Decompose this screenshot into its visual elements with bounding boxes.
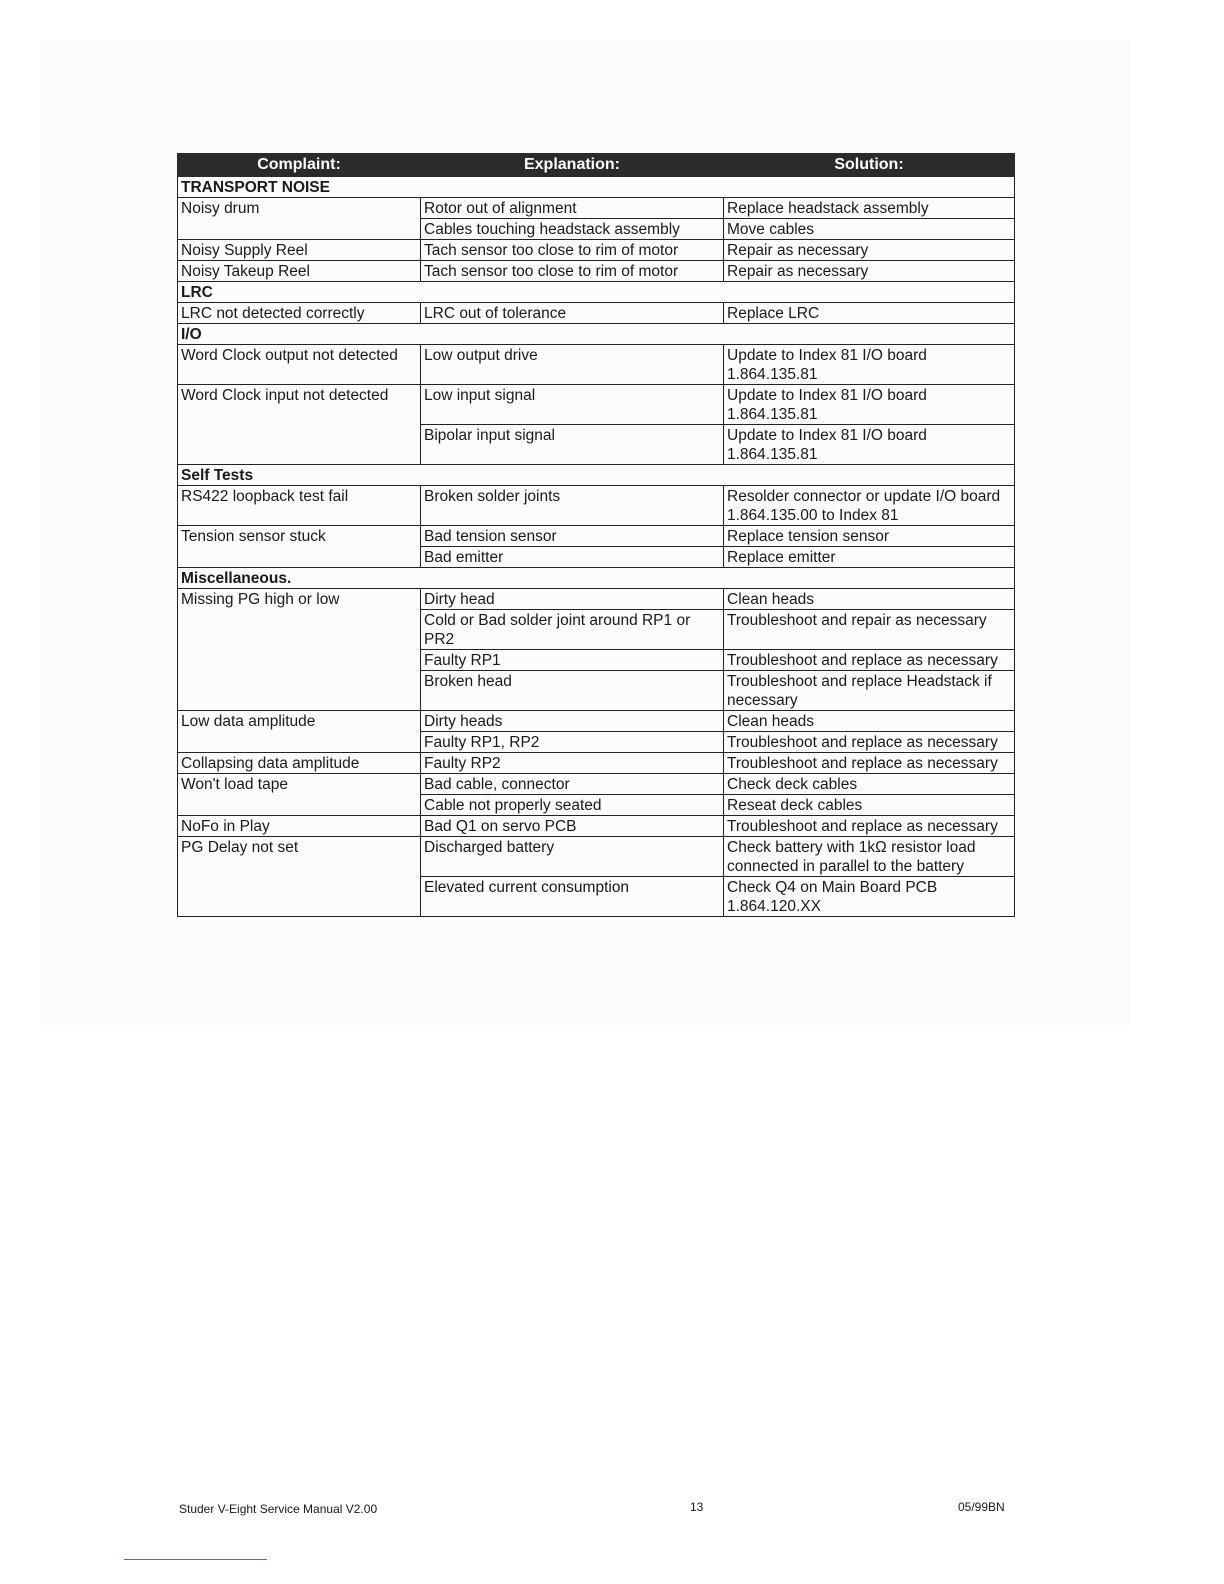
- table-row: [178, 589, 1015, 610]
- explanation-cell: Cable not properly seated: [421, 795, 724, 816]
- solution-cell: Repair as necessary: [724, 261, 1015, 282]
- solution-cell: Replace tension sensor: [724, 526, 1015, 547]
- table-row: [178, 711, 1015, 732]
- explanation-cell: Faulty RP1: [421, 650, 724, 671]
- solution-cell: Replace LRC: [724, 303, 1015, 324]
- explanation-cell: LRC out of tolerance: [421, 303, 724, 324]
- explanation-cell: Tach sensor too close to rim of motor: [421, 261, 724, 282]
- section-row: [178, 568, 1015, 589]
- complaint-cell: Word Clock output not detected: [178, 345, 421, 385]
- section-title: Miscellaneous.: [178, 568, 1015, 589]
- footer-divider: [124, 1559, 267, 1560]
- complaint-cell: RS422 loopback test fail: [178, 486, 421, 526]
- complaint-cell: Low data amplitude: [178, 711, 421, 753]
- explanation-cell: Bad emitter: [421, 547, 724, 568]
- explanation-cell: Low input signal: [421, 385, 724, 425]
- table-header-row: [178, 154, 1015, 177]
- solution-cell: Troubleshoot and replace as necessary: [724, 732, 1015, 753]
- section-title: I/O: [178, 324, 1015, 345]
- section-row: [178, 177, 1015, 198]
- header-complaint: Complaint:: [178, 154, 421, 177]
- solution-cell: Troubleshoot and replace as necessary: [724, 816, 1015, 837]
- table-row: [178, 837, 1015, 877]
- complaint-cell: Noisy Supply Reel: [178, 240, 421, 261]
- solution-cell: Update to Index 81 I/O board 1.864.135.81: [724, 385, 1015, 425]
- table-body: [178, 177, 1015, 917]
- table-row: [178, 261, 1015, 282]
- solution-cell: Troubleshoot and replace as necessary: [724, 650, 1015, 671]
- explanation-cell: Cables touching headstack assembly: [421, 219, 724, 240]
- explanation-cell: Cold or Bad solder joint around RP1 or PR2: [421, 610, 724, 650]
- solution-cell: Clean heads: [724, 589, 1015, 610]
- solution-cell: Check Q4 on Main Board PCB 1.864.120.XX: [724, 877, 1015, 917]
- solution-cell: Update to Index 81 I/O board 1.864.135.81: [724, 345, 1015, 385]
- explanation-cell: Bad Q1 on servo PCB: [421, 816, 724, 837]
- section-title: Self Tests: [178, 465, 1015, 486]
- complaint-cell: Word Clock input not detected: [178, 385, 421, 465]
- solution-cell: Reseat deck cables: [724, 795, 1015, 816]
- solution-cell: Troubleshoot and replace as necessary: [724, 753, 1015, 774]
- complaint-cell: NoFo in Play: [178, 816, 421, 837]
- table-row: [178, 240, 1015, 261]
- solution-cell: Clean heads: [724, 711, 1015, 732]
- table-row: [178, 526, 1015, 547]
- complaint-cell: Noisy Takeup Reel: [178, 261, 421, 282]
- header-solution: Solution:: [724, 154, 1015, 177]
- complaint-cell: Won't load tape: [178, 774, 421, 816]
- complaint-cell: PG Delay not set: [178, 837, 421, 917]
- section-row: [178, 282, 1015, 303]
- explanation-cell: Dirty heads: [421, 711, 724, 732]
- explanation-cell: Discharged battery: [421, 837, 724, 877]
- solution-cell: Move cables: [724, 219, 1015, 240]
- table-row: [178, 303, 1015, 324]
- section-row: [178, 465, 1015, 486]
- explanation-cell: Faulty RP1, RP2: [421, 732, 724, 753]
- complaint-cell: Tension sensor stuck: [178, 526, 421, 568]
- solution-cell: Check deck cables: [724, 774, 1015, 795]
- table-row: [178, 816, 1015, 837]
- explanation-cell: Elevated current consumption: [421, 877, 724, 917]
- table-row: [178, 753, 1015, 774]
- explanation-cell: Tach sensor too close to rim of motor: [421, 240, 724, 261]
- explanation-cell: Broken head: [421, 671, 724, 711]
- troubleshooting-table: [177, 153, 1015, 917]
- explanation-cell: Faulty RP2: [421, 753, 724, 774]
- solution-cell: Resolder connector or update I/O board 1.864.135.00 to Index 81: [724, 486, 1015, 526]
- table-row: [178, 486, 1015, 526]
- explanation-cell: Bad tension sensor: [421, 526, 724, 547]
- explanation-cell: Low output drive: [421, 345, 724, 385]
- section-title: TRANSPORT NOISE: [178, 177, 1015, 198]
- complaint-cell: Collapsing data amplitude: [178, 753, 421, 774]
- section-title: LRC: [178, 282, 1015, 303]
- explanation-cell: Bipolar input signal: [421, 425, 724, 465]
- table-row: [178, 774, 1015, 795]
- section-row: [178, 324, 1015, 345]
- complaint-cell: LRC not detected correctly: [178, 303, 421, 324]
- table-row: [178, 345, 1015, 385]
- footer-doc-code: 05/99BN: [958, 1500, 1005, 1514]
- solution-cell: Check battery with 1kΩ resistor load connected in parallel to the battery: [724, 837, 1015, 877]
- solution-cell: Troubleshoot and replace Headstack if necessary: [724, 671, 1015, 711]
- header-explanation: Explanation:: [421, 154, 724, 177]
- complaint-cell: Noisy drum: [178, 198, 421, 240]
- explanation-cell: Rotor out of alignment: [421, 198, 724, 219]
- footer-page-number: 13: [690, 1500, 704, 1514]
- complaint-cell: Missing PG high or low: [178, 589, 421, 711]
- table-row: [178, 385, 1015, 425]
- solution-cell: Replace headstack assembly: [724, 198, 1015, 219]
- explanation-cell: Dirty head: [421, 589, 724, 610]
- table-row: [178, 198, 1015, 219]
- solution-cell: Update to Index 81 I/O board 1.864.135.81: [724, 425, 1015, 465]
- solution-cell: Replace emitter: [724, 547, 1015, 568]
- footer-manual-title: Studer V-Eight Service Manual V2.00: [179, 1502, 378, 1516]
- solution-cell: Troubleshoot and repair as necessary: [724, 610, 1015, 650]
- solution-cell: Repair as necessary: [724, 240, 1015, 261]
- explanation-cell: Broken solder joints: [421, 486, 724, 526]
- explanation-cell: Bad cable, connector: [421, 774, 724, 795]
